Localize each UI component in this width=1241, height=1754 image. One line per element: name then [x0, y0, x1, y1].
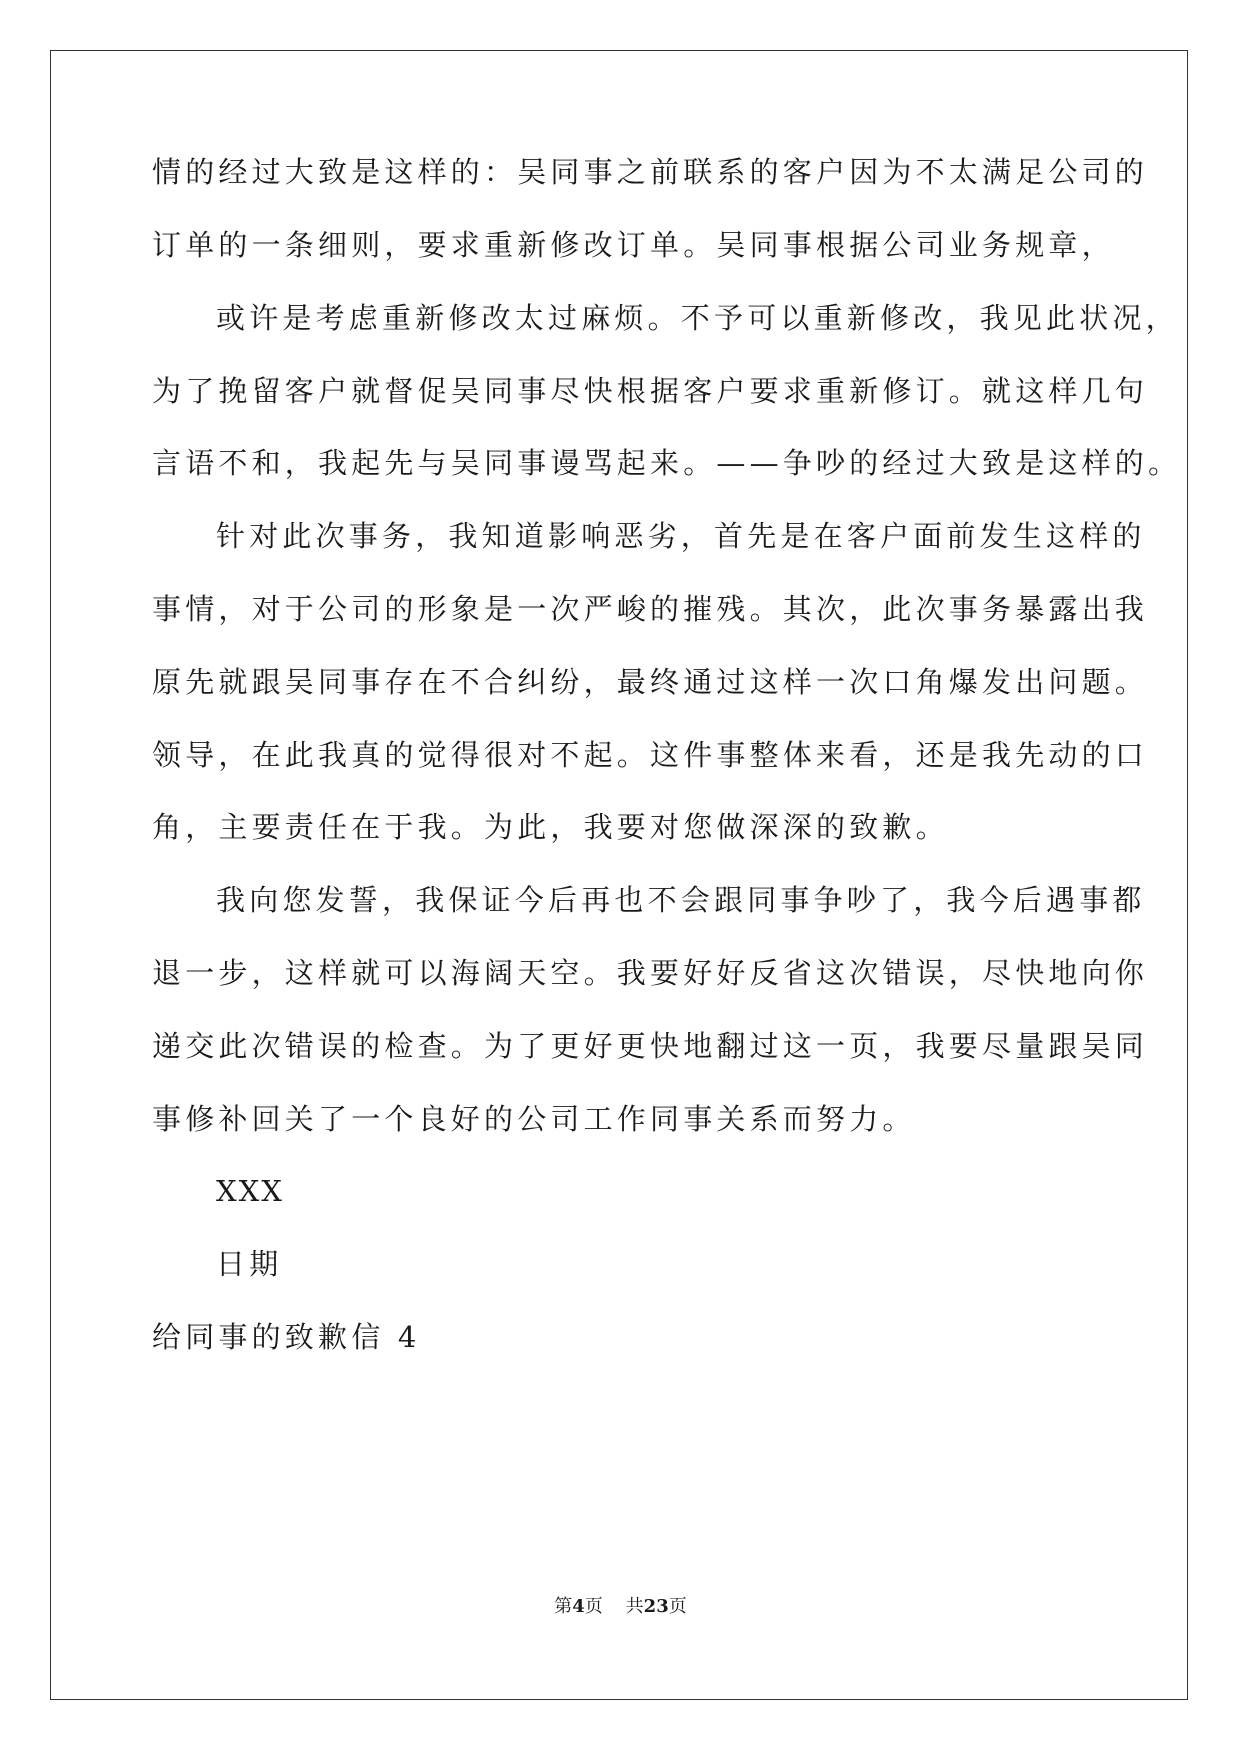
- footer-total-pages: 23: [643, 1596, 669, 1617]
- body-text-line: 订单的一条细则，要求重新修改订单。吴同事根据公司业务规章，: [152, 228, 1115, 262]
- footer-total-prefix: 共: [625, 1596, 644, 1617]
- paragraph-start-line: 我向您发誓，我保证今后再也不会跟同事争吵了，我今后遇事都: [216, 883, 1146, 917]
- body-text-line: 递交此次错误的检查。为了更好更快地翻过这一页，我要尽量跟吴同: [152, 1029, 1149, 1063]
- footer-page-prefix: 第: [554, 1596, 573, 1617]
- body-text-line: 退一步，这样就可以海阔天空。我要好好反省这次错误，尽快地向你: [152, 956, 1149, 990]
- signature-name: XXX: [216, 1174, 284, 1208]
- page-footer: [0, 1595, 1241, 1619]
- body-text-line: 事修补回关了一个良好的公司工作同事关系而努力。: [152, 1102, 916, 1136]
- footer-page-number: 4: [572, 1596, 585, 1617]
- body-text-line: 角，主要责任在于我。为此，我要对您做深深的致歉。: [152, 810, 949, 844]
- signature-date: 日期: [216, 1247, 283, 1281]
- footer-total-suffix: 页: [668, 1596, 687, 1617]
- body-text-line: 领导，在此我真的觉得很对不起。这件事整体来看，还是我先动的口: [152, 738, 1149, 772]
- paragraph-start-line: 针对此次事务，我知道影响恶劣，首先是在客户面前发生这样的: [216, 519, 1146, 553]
- paragraph-start-line: 或许是考虑重新修改太过麻烦。不予可以重新修改，我见此状况，: [216, 301, 1179, 335]
- body-text-line: 事情，对于公司的形象是一次严峻的摧残。其次，此次事务暴露出我: [152, 592, 1149, 626]
- footer-page-suffix: 页: [584, 1596, 603, 1617]
- body-text-line: 情的经过大致是这样的：吴同事之前联系的客户因为不太满足公司的: [152, 155, 1149, 189]
- body-text-line: 言语不和，我起先与吴同事谩骂起来。——争吵的经过大致是这样的。: [152, 446, 1182, 480]
- body-text-line: 为了挽留客户就督促吴同事尽快根据客户要求重新修订。就这样几句: [152, 374, 1149, 408]
- section-heading: 给同事的致歉信 4: [152, 1320, 421, 1354]
- body-text-line: 原先就跟吴同事存在不合纠纷，最终通过这样一次口角爆发出问题。: [152, 665, 1149, 699]
